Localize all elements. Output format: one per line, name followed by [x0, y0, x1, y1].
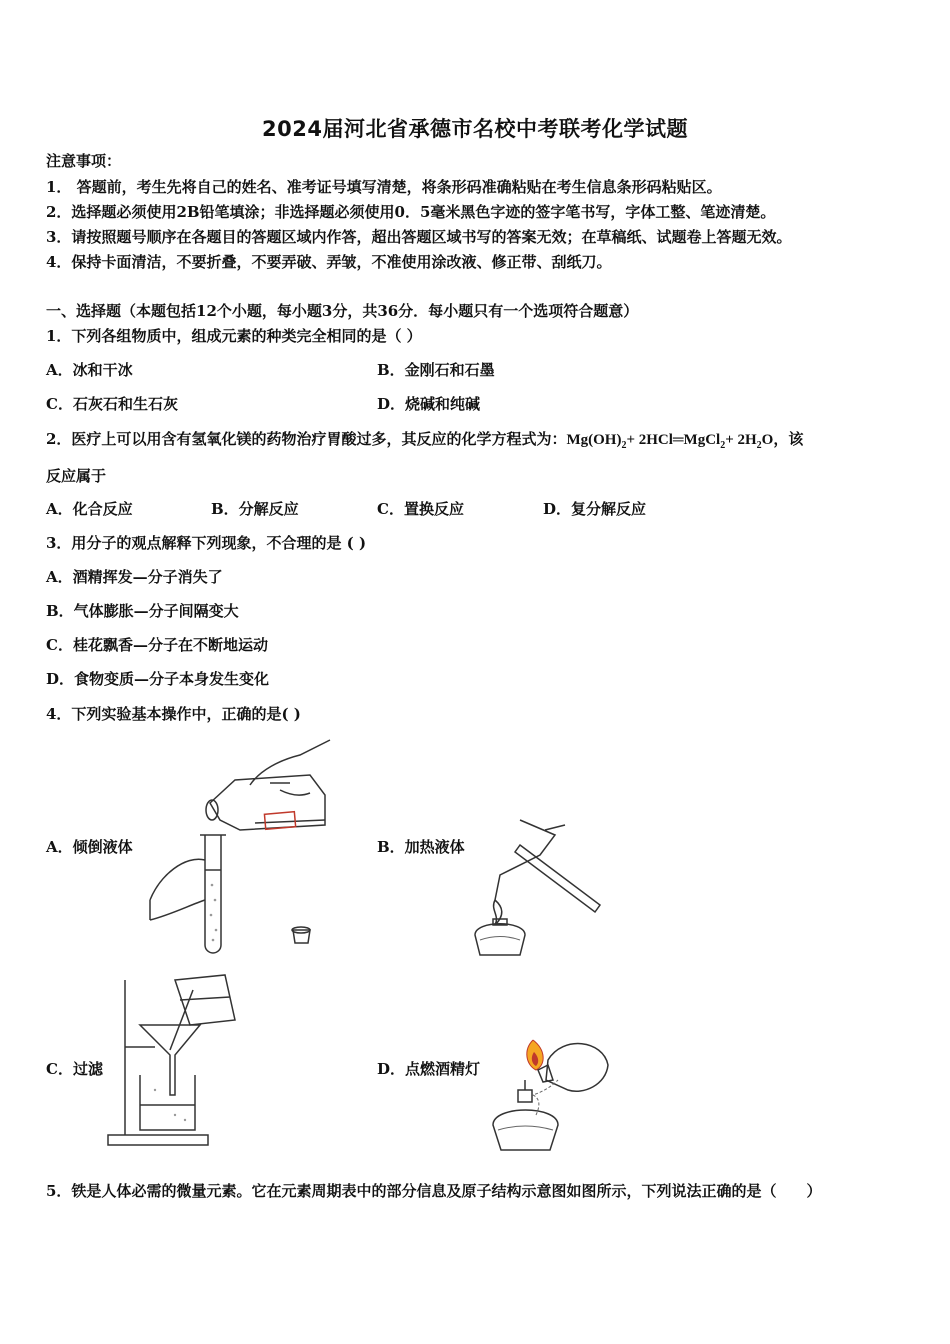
question-4-stem: 4．下列实验基本操作中，正确的是( ) — [46, 705, 301, 723]
filtration-illustration — [105, 965, 245, 1155]
question-4-option-a: A．倾倒液体 — [46, 838, 133, 856]
question-1-option-d: D．烧碱和纯碱 — [377, 395, 481, 413]
heating-liquid-illustration — [465, 815, 615, 960]
notice-item-1: 1． 答题前，考生先将自己的姓名、准考证号填写清楚，将条形码准确粘贴在考生信息条形码粘贴区。 — [46, 178, 722, 196]
question-4-option-b: B．加热液体 — [377, 838, 465, 856]
question-1-stem: 1．下列各组物质中，组成元素的种类完全相同的是（ ） — [46, 327, 422, 345]
question-3-option-d: D．食物变质—分子本身发生变化 — [46, 670, 270, 688]
chemical-equation: $Mg(OH)_2+$ 2HCl═MgCl$_2$+ $2H_2O$ — [566, 432, 774, 451]
question-2-stem-text: 2．医疗上可以用含有氢氧化镁的药物治疗胃酸过多，其反应的化学方程式为： — [46, 430, 567, 448]
notice-item-3: 3．请按照题号顺序在各题目的答题区域内作答，超出答题区域书写的答案无效；在草稿纸、试题卷上答题无效。 — [46, 228, 792, 246]
question-2-stem: 2．医疗上可以用含有氢氧化镁的药物治疗胃酸过多，其反应的化学方程式为：$Mg(OH)_2+$ 2HCl═MgCl$_2$+ $2H_2O$，该 — [46, 430, 804, 451]
question-1-option-b: B．金刚石和石墨 — [377, 361, 495, 379]
question-3-option-b: B．气体膨胀—分子间隔变大 — [46, 602, 239, 620]
question-1-option-a: A．冰和干冰 — [46, 361, 133, 379]
question-3-stem: 3．用分子的观点解释下列现象，不合理的是 ( ) — [46, 534, 367, 552]
page-title: 2024届河北省承德市名校中考联考化学试题 — [262, 117, 688, 141]
question-3-option-c: C．桂花飘香—分子在不断地运动 — [46, 636, 268, 654]
question-4-option-d: D．点燃酒精灯 — [377, 1060, 481, 1078]
notice-item-2: 2．选择题必须使用2B铅笔填涂；非选择题必须使用0．5毫米黑色字迹的签字笔书写，字体工整、笔迹清楚。 — [46, 203, 776, 221]
question-2-option-b: B．分解反应 — [211, 500, 299, 518]
question-2-stem-line2: 反应属于 — [46, 467, 107, 485]
lighting-alcohol-lamp-illustration — [488, 1020, 618, 1155]
question-4-option-c: C．过滤 — [46, 1060, 103, 1078]
question-2-option-d: D．复分解反应 — [543, 500, 647, 518]
question-3-option-a: A．酒精挥发—分子消失了 — [46, 568, 223, 586]
question-2-option-c: C．置换反应 — [377, 500, 464, 518]
pouring-liquid-illustration — [140, 735, 340, 960]
section-heading: 一、选择题（本题包括12个小题，每小题3分，共36分．每小题只有一个选项符合题意） — [46, 302, 639, 320]
notice-item-4: 4．保持卡面清洁，不要折叠，不要弄破、弄皱，不准使用涂改液、修正带、刮纸刀。 — [46, 253, 612, 271]
notice-heading: 注意事项： — [46, 152, 122, 170]
question-5-stem: 5．铁是人体必需的微量元素。它在元素周期表中的部分信息及原子结构示意图如图所示，下列说法正确的是（ ） — [46, 1182, 822, 1200]
question-1-option-c: C．石灰石和生石灰 — [46, 395, 178, 413]
question-2-option-a: A．化合反应 — [46, 500, 133, 518]
